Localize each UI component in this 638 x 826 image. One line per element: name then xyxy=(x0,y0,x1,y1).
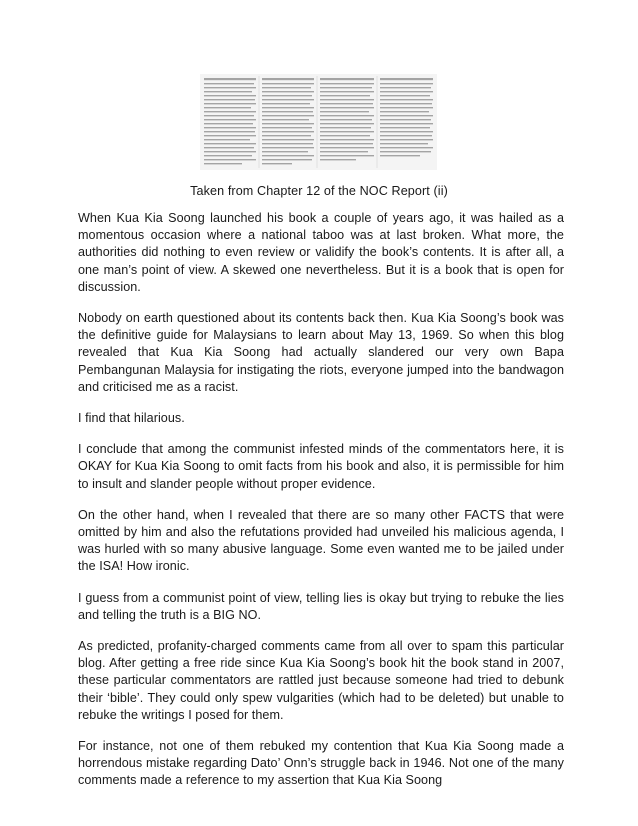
article-body xyxy=(78,210,564,804)
paragraph: On the other hand, when I revealed that there are so many other FACTS that were omitted by him and also the refutations provided had unveiled his malicious agenda, I was hurled with so many abusive language. Some even wanted me to be jailed under the ISA! How ironic. xyxy=(78,507,564,574)
paragraph: For instance, not one of them rebuked my contention that Kua Kia Soong made a horrendous mistake regarding Dato’ Onn’s struggle back in 1946. Not one of the many comments made a reference to my assertion that Kua Kia Soong xyxy=(78,739,564,788)
paragraph: I find that hilarious. xyxy=(78,411,185,426)
paragraph: I conclude that among the communist infested minds of the commentators here, it is OKAY for Kua Kia Soong to omit facts from his book and also, it is permissible for him to insult and slander people without proper evidence. xyxy=(78,442,564,491)
paragraph: Nobody on earth questioned about its contents back then. Kua Kia Soong’s book was the definitive guide for Malaysians to learn about May 13, 1969. So when this blog revealed that Kua Kia Soong had actually slandered our very own Bapa Pembangunan Malaysia for instigating the riots, everyone jumped into the bandwagon and criticised me as a racist. xyxy=(78,311,564,394)
figure-caption: Taken from Chapter 12 of the NOC Report (ii) xyxy=(190,184,448,198)
paragraph: As predicted, profanity-charged comments came from all over to spam this particular blog. After getting a free ride since Kua Kia Soong’s book hit the book stand in 2007, these particular commentators are rattled just because someone had tried to debunk their ‘bible’. They could only spew vulgarities (which had to be deleted) but unable to rebuke the writings I posed for them. xyxy=(78,639,564,722)
paragraph: When Kua Kia Soong launched his book a couple of years ago, it was hailed as a momentous occasion where a national taboo was at last broken. What more, the authorities did nothing to even review or validify the book’s contents. It is after all, a one man’s point of view. A skewed one nevertheless. But it is a book that is open for discussion. xyxy=(78,211,564,294)
scanned-report-image xyxy=(200,74,437,170)
paragraph: I guess from a communist point of view, telling lies is okay but trying to rebuke the lies and telling the truth is a BIG NO. xyxy=(78,590,564,622)
newspaper-columns-icon xyxy=(200,74,437,170)
